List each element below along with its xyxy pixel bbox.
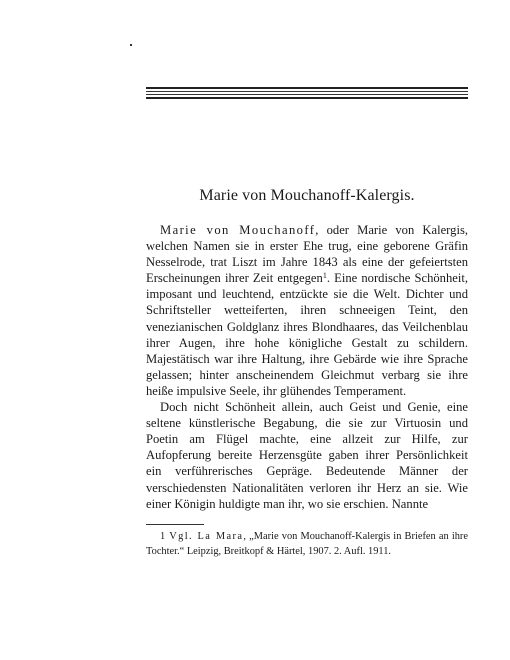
paragraph-1-text-b: . Eine nordische Schönheit, imposant und leuchtend, entzückte sie die Welt. Dichter und Schriftsteller wetteiferten, ihren schneeigen Teint, den venezianischen Goldglanz ihres Blondhaares, das Veilchenblau ihrer Augen, ihre hohe königliche Gestalt zu schildern. Majestätisch war ihre Haltung, ihre Gebärde wie ihre Sprache gelassen; hinter anscheinendem Gleichmut verbarg sie ihre heiße impulsive Seele, ihr glühendes Temperament. xyxy=(146,271,469,398)
footnote-author: Vgl. La Mara xyxy=(169,531,244,542)
footnote-mark: 1 xyxy=(160,531,166,542)
footnote-reference: 1 xyxy=(322,271,327,281)
spaced-name: Marie von Mouchanoff xyxy=(160,223,316,237)
header-ornament-rule xyxy=(146,87,468,101)
chapter-title: Marie von Mouchanoff-Kalergis. xyxy=(199,187,415,204)
footnote-separator xyxy=(146,524,204,525)
paragraph-1 xyxy=(146,222,468,399)
page-speck xyxy=(130,44,132,46)
paragraph-2: Doch nicht Schönheit allein, auch Geist und Genie, eine seltene künstlerische Begabung, die sie zur Virtuosin und Poetin am Flügel machte, eine allzeit zur Hilfe, zur Aufopferung bereite Herzensgüte gaben ihrer Persönlichkeit ein verführerisches Gepräge. Bedeutende Männer der verschiedensten Nationalitäten verloren ihr Herz an sie. Wie einer Königin huldigte man ihr, wo sie erschien. Nannte xyxy=(146,400,468,511)
footnote xyxy=(146,529,468,559)
footnote-text: , „Marie von Mouchanoff-Kalergis in Briefen an ihre Tochter.“ Leipzig, Breitkopf & Härtel, 1907. 2. Aufl. 1911. xyxy=(146,531,469,557)
paragraph-1-text-a: , oder Marie von Kalergis, welchen Namen sie in erster Ehe trug, eine geborene Gräfin Nesselrode, trat Liszt im Jahre 1843 als eine der gefeiertsten Erscheinungen ihrer Zeit entgegen xyxy=(146,223,468,286)
body-text xyxy=(146,222,468,512)
